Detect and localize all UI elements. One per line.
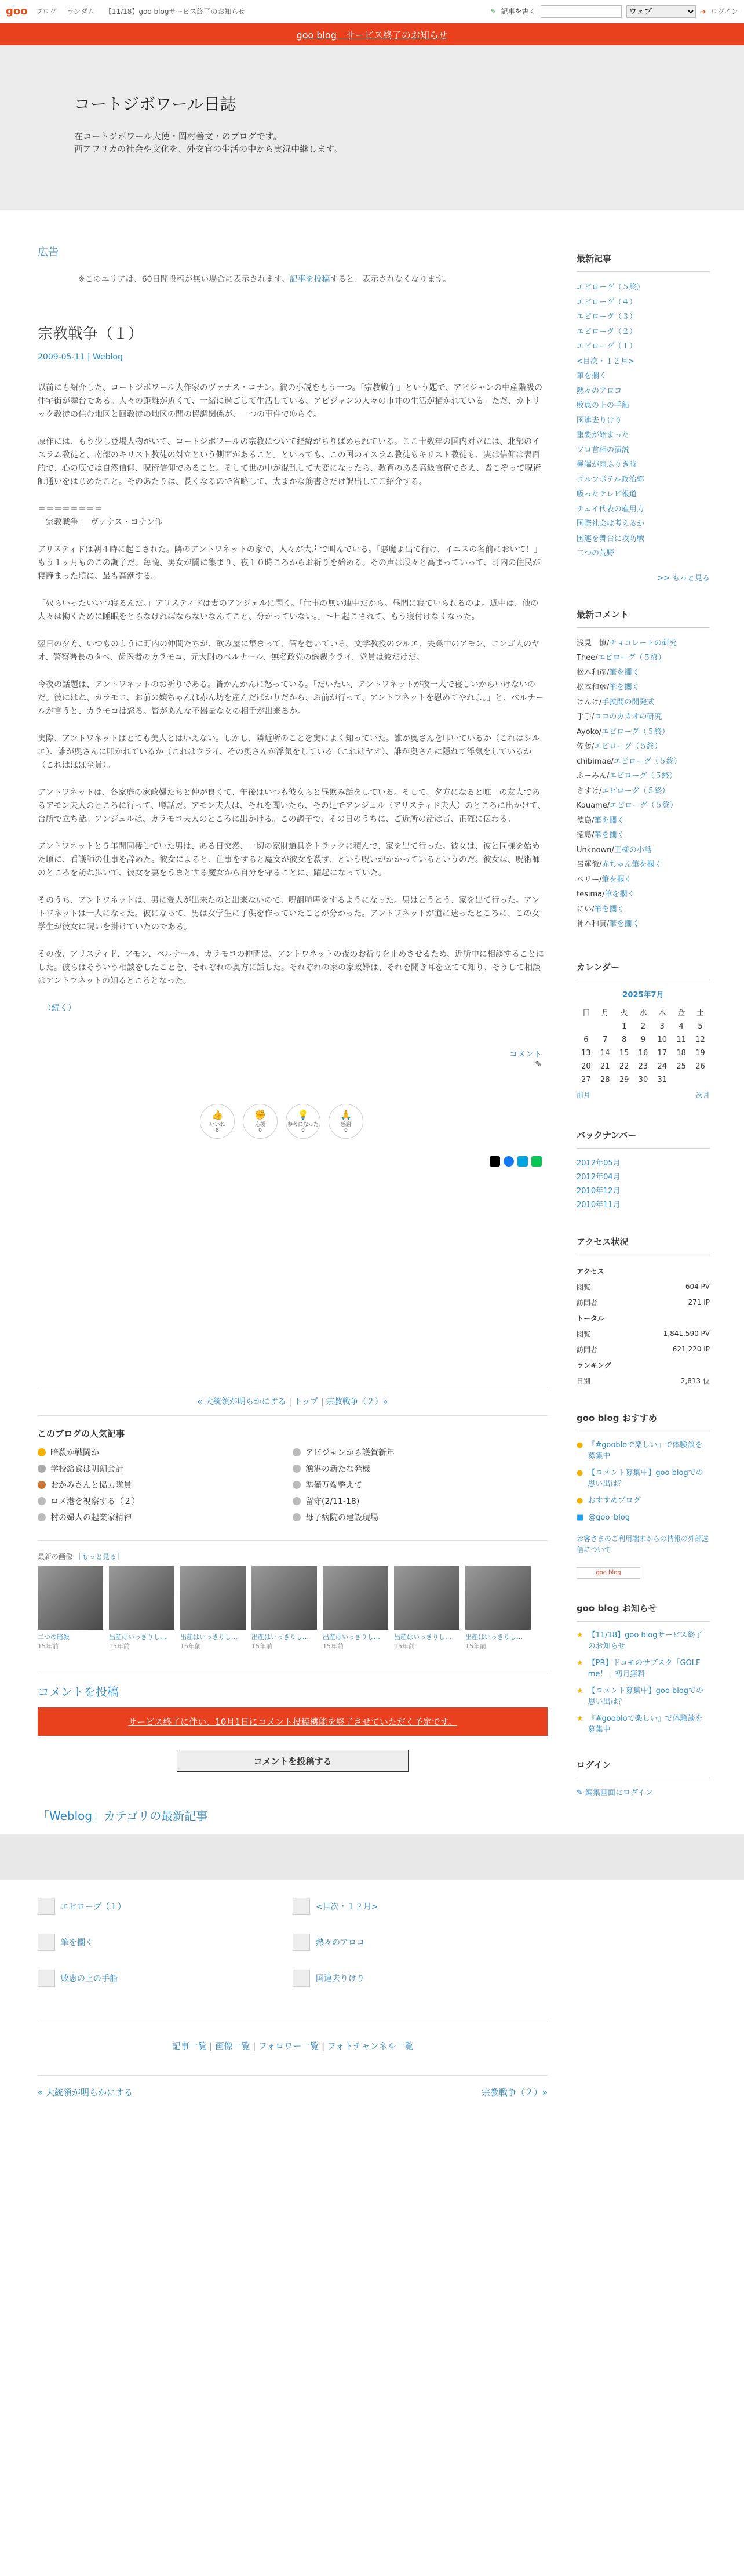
post-meta: 2009-05-11 | Weblog — [38, 353, 123, 362]
thumbnail-image[interactable] — [465, 1566, 531, 1630]
photo-channel-list-link[interactable]: フォトチャンネル一覧 — [327, 2041, 414, 2051]
blog-description-2: 西アフリカの社会や文化を、外交官の生活の中から実況中継します。 — [74, 144, 343, 154]
article-thumb-icon — [38, 1898, 55, 1915]
post-paragraph: 原作には、もう少し登場人物がいて、コートジボワールの宗教について経緯がちりばめられている。ここ十数年の国内対立には、北部のイスラム教徒と、南部のキリスト教徒の対立という側面があること。といっても、この国のイスラム教徒もキリスト教徒も、実は信仰は表面的で、心の底では自然信仰、呪術信仰であること。そして世の中が混乱して大変になったら、教育のある高級官僚でさえ、皆こぞって呪術師通いをはじめたこと。そのあたりは、長くなるので省略して、大まかな筋書きだけ訳出してご紹介する。 — [38, 437, 541, 486]
goo-blog-badge[interactable]: goo blog — [577, 1567, 640, 1579]
list-item: Ayoko/エピローグ（５終） — [577, 727, 670, 736]
x-share-icon[interactable] — [490, 1156, 500, 1167]
sidebar-link[interactable]: 国際社会は考えるか — [577, 519, 645, 528]
post-category[interactable]: Weblog — [93, 353, 123, 362]
list-item[interactable]: ● 『#goobloで楽しい』で体験談を募集中 — [577, 1440, 703, 1460]
ad-note: ※このエリアは、60日間投稿が無い場合に表示されます。記事を投稿すると、表示されなくなります。 — [78, 275, 451, 284]
popular-title: このブログの人気記事 — [38, 1429, 125, 1439]
blog-description-1: 在コートジボワール大使・岡村善文・のブログです。 — [74, 131, 282, 141]
post-paragraph: 実際、アントワネットはとても美人とはいえない。しかし、隣近所のことを実によく知っていた。誰が奥さんを叩いているか（これはシルエ）、誰が奥さんに叩かれているか（これはウライ、その奥さんが浮気をしている（これはヤオ）、誰が奥さんに隠れて浮気をしているか（これはほぼ全員）。 — [38, 734, 540, 770]
list-item[interactable]: ● 【コメント募集中】goo blogでの思い出は？ — [577, 1468, 703, 1488]
rank-icon — [293, 1481, 301, 1489]
nav-blog[interactable]: ブログ — [35, 8, 57, 16]
top-utility-bar — [0, 0, 744, 23]
thumbnail-image[interactable] — [180, 1566, 246, 1630]
comment-section-title: コメントを投稿 — [38, 1674, 548, 1699]
list-item[interactable]: 準備万端整えて — [293, 1479, 548, 1491]
star-icon: ★ — [577, 1714, 583, 1723]
rank-icon — [293, 1497, 301, 1505]
recommend-list — [577, 1440, 710, 1523]
ranking-section-label: ランキング — [577, 1361, 611, 1369]
thumbs-up-icon: 👍 — [211, 1109, 223, 1120]
calendar-nav — [577, 1090, 710, 1100]
editor-login-link[interactable]: ✎ 編集画面にログイン — [577, 1788, 653, 1797]
list-item: 松本和彦/筆を擱く — [577, 683, 640, 692]
login-link[interactable]: ログイン — [710, 8, 738, 16]
more-images-link[interactable]: ［もっと見る］ — [74, 1553, 123, 1561]
post-article-link[interactable]: 記事を投稿 — [289, 275, 330, 284]
sidebar — [577, 210, 710, 2203]
prev-post-link[interactable]: « 大統領が明らかにする — [38, 2087, 133, 2098]
reaction-buttons — [200, 1104, 548, 1139]
list-item: けんけ/手挟間の開発式 — [577, 697, 655, 707]
image-thumb[interactable]: 出産はいっきりし… 15年前 — [465, 1566, 531, 1651]
list-item: ふーみん/エピローグ（５終） — [577, 772, 677, 780]
continued-link[interactable]: （続く） — [43, 1004, 76, 1013]
calendar — [577, 989, 710, 1100]
post-pager: « 大統領が明らかにする | トップ | 宗教戦争（２）» — [38, 1387, 548, 1416]
list-item: Thee/エピローグ（５終） — [577, 653, 666, 662]
recent-comments-title: 最新コメント — [577, 608, 710, 628]
article-thumb-icon — [293, 1970, 310, 1987]
image-thumb[interactable]: 出産はいっきりし… 15年前 — [251, 1566, 317, 1651]
list-item[interactable]: 学校給食は明朗会計 — [38, 1463, 293, 1474]
list-item[interactable]: 母子病院の建設現場 — [293, 1512, 548, 1523]
prev-post-link[interactable]: « 大統領が明らかにする — [197, 1397, 286, 1407]
sidebar-link[interactable]: エピローグ（４） — [577, 297, 637, 307]
post-comment-button[interactable]: コメントを投稿する — [177, 1750, 409, 1772]
list-item: Kouame/エピローグ（５終） — [577, 801, 678, 810]
list-item[interactable]: 暗殺か戦闘か — [38, 1447, 293, 1458]
post-paragraph: アントワネットと５年間同棲していた男は、ある日突然、一切の家財道具をトラックに積んで、家を出て行った。彼女は、彼と同様を始めた頃に、看護師の仕事を辞めた。彼女によると、仕事をすると魔女が彼女を殺す、という呪いがかかっているというのだ。彼女は、呪術師のところを訪ね歩いて、彼女を妻をうまとする魔女から自分を守ることに、躍起になっていた。 — [38, 842, 540, 878]
recent-posts-list — [577, 280, 710, 561]
list-item[interactable]: 熱々のアロコ — [293, 1934, 548, 1951]
bulb-icon: ● — [577, 1496, 583, 1505]
share-buttons — [38, 1156, 542, 1167]
rank-icon — [293, 1465, 301, 1473]
backnumber-list — [577, 1157, 710, 1212]
post-date[interactable]: 2009-05-11 — [38, 353, 85, 362]
sidebar-link[interactable]: ゴルフボテル政治郭 — [577, 475, 644, 484]
sidebar-link[interactable]: 重要が始まった — [577, 431, 630, 439]
hatena-share-icon[interactable] — [517, 1156, 528, 1167]
pencil-icon: ✎ — [577, 1788, 583, 1797]
list-item: 松本和彦/筆を擱く — [577, 668, 640, 677]
post-paragraph: 以前にも紹介した、コートジボワール人作家のヴァナス・コナン。彼の小説をもう一つ。「宗教戦争」という題で、アビジャンの中産階級の住宅街が舞台である。人々の距離が近くて、一緒に過ごして生活している、アビジャンの人々の市井の生活が描かれている。ただ、カトリック教徒の住む地区と回教徒の地区の間の協調関係が、一つの事件でゆらぐ。 — [38, 383, 543, 419]
image-thumb[interactable]: 二つの暗殺 15年前 — [38, 1566, 103, 1651]
sidebar-link[interactable]: 二つの荒野 — [577, 549, 615, 558]
sidebar-link[interactable]: ソロ首相の演説 — [577, 445, 630, 455]
main-column — [38, 210, 548, 2203]
list-item: 浅見 慎/チョコレートの研究 — [577, 638, 677, 648]
facebook-share-icon[interactable] — [504, 1156, 514, 1167]
rank-icon — [38, 1513, 46, 1521]
next-post-link[interactable]: 宗教戦争（２）» — [481, 2087, 548, 2098]
sidebar-link[interactable]: <目次・１２月> — [577, 357, 634, 366]
bulb-icon: 💡 — [297, 1109, 309, 1120]
category-latest-list — [38, 1898, 548, 1987]
thumbnail-image[interactable] — [38, 1566, 103, 1630]
list-item[interactable]: ■ @goo_blog — [577, 1513, 630, 1522]
thumbnail-image[interactable] — [323, 1566, 388, 1630]
blog-title[interactable]: コートジボワール日誌 — [74, 95, 236, 114]
list-item[interactable]: 国連去りけり — [293, 1970, 548, 1987]
sidebar-link[interactable]: エピローグ（２） — [577, 327, 637, 336]
post-paragraph: 「宗教戦争」 ヴァナス・コナン作 — [38, 518, 163, 527]
calendar-month: 2025年7月 — [622, 990, 664, 1000]
blog-header — [0, 45, 744, 210]
list-item: ベリー/筆を擱く — [577, 875, 632, 884]
image-thumb[interactable]: 出産はいっきりし… 15年前 — [180, 1566, 246, 1651]
rank-icon — [293, 1448, 301, 1456]
category-latest-title: 「Weblog」カテゴリの最新記事 — [38, 1809, 208, 1823]
comment-end-notice[interactable]: サービス終了に伴い、10月1日にコメント投稿機能を終了させていただく予定です。 — [38, 1707, 548, 1736]
list-item: 佐藤/エピローグ（５終） — [577, 742, 662, 751]
list-item[interactable]: ● おすすめブログ — [577, 1496, 641, 1505]
recent-comments-list — [577, 636, 710, 932]
thumbnail-image[interactable] — [109, 1566, 174, 1630]
news-list — [577, 1630, 710, 1735]
image-list-link[interactable]: 画像一覧 — [215, 2041, 250, 2051]
list-item: 徳島/筆を擱く — [577, 816, 625, 825]
image-thumb[interactable]: 出産はいっきりし… 15年前 — [109, 1566, 174, 1651]
rank-icon — [293, 1513, 301, 1521]
recent-images — [38, 1566, 548, 1651]
access-section-label: アクセス — [577, 1267, 604, 1276]
goo-logo[interactable]: goo — [6, 5, 28, 17]
post-paragraph: アントワネットは、各家庭の家政婦たちと仲が良くて、午後はいつも彼女らと昼飲み話をしている。そして、夕方になると唯一の友人であるアモン夫人のところに行って、噂話だ。アモン夫人は、それを聞いたら、その足でアンジェル（アリスティド夫人）のところに出かけて、台所で立ち話。アンジェルは、カラモコ夫人のところに出かける。この調子で、その日のうちに、ご近所の話は皆、正確に伝わる。 — [38, 788, 546, 824]
news-title: goo blog お知らせ — [577, 1602, 710, 1622]
service-end-notice-bar[interactable]: goo blog サービス終了のお知らせ — [0, 23, 744, 45]
nav-service-end[interactable]: 【11/18】goo blogサービス終了のお知らせ — [104, 8, 246, 16]
post-paragraph: その夜、アリスティド、アモン、ベルナール、カラモコの仲間は、アントワネットの夜のお祈りを止めさせるため、近所中に相談することにした。彼らはそういう相談をしたことを、それぞれの奥方に話した。それぞれの家の家政婦は、それを聞き耳を立てて知り、そうして相談はアントワネットの知るところとなった。 — [38, 950, 544, 986]
calendar-prev-link[interactable]: 前月 — [577, 1091, 591, 1099]
list-item[interactable]: ★ 『#goobloで楽しい』で体験談を募集中 — [577, 1714, 703, 1734]
list-item: tesima/筆を擱く — [577, 890, 635, 899]
image-thumb[interactable]: 出産はいっきりし… 15年前 — [394, 1566, 459, 1651]
sidebar-link[interactable]: チェイ代表の雇用力 — [577, 504, 644, 514]
list-item[interactable]: ★ 【11/18】goo blogサービス終了のお知らせ — [577, 1630, 703, 1651]
reaction-like[interactable]: 👍 いいね 8 — [200, 1104, 235, 1139]
recent-posts-title: 最新記事 — [577, 252, 710, 272]
sidebar-link[interactable]: 極端が雨ふりき時 — [577, 460, 637, 469]
post-paragraph: 翌日の夕方、いつものように町内の仲間たちが、飲み屋に集まって、管を巻いている。文学教授のシルエ、失業中のアモン、コンゴ人のヤオ、警察署長のタベ、歯医者のカラモコ、元大尉のベルナール、無名政党の総裁ウライ、党員は彼だけだ。 — [38, 640, 540, 662]
list-item[interactable]: <目次・１２月> — [293, 1898, 548, 1915]
list-item: Unknown/王様の小話 — [577, 845, 652, 855]
list-item[interactable]: 留守(2/11-18) — [293, 1495, 548, 1507]
post-body — [38, 382, 548, 988]
list-item[interactable]: アビジャンから護賀新年 — [293, 1447, 548, 1458]
external-transmission-note[interactable]: お客さまのご利用端末からの情報の外部送信について — [577, 1534, 709, 1554]
sidebar-link[interactable]: 吸ったテレビ報道 — [577, 490, 637, 499]
pencil-icon: ✎ — [490, 7, 497, 16]
backnumber-title: バックナンバー — [577, 1129, 710, 1149]
article-thumb-icon — [293, 1934, 310, 1951]
list-item[interactable]: おかみさんと協力隊員 — [38, 1479, 293, 1491]
list-item[interactable]: ★ 【PR】ドコモのサブスク「GOLF me！」初月無料 — [577, 1658, 701, 1678]
login-icon: ➜ — [700, 7, 706, 16]
list-item[interactable]: 漁港の新たな発機 — [293, 1463, 548, 1474]
rank-icon — [38, 1497, 46, 1505]
more-recent-link[interactable]: >> もっと見る — [657, 573, 710, 583]
recommend-title: goo blog おすすめ — [577, 1412, 710, 1431]
sidebar-link[interactable]: エピローグ（３） — [577, 313, 637, 321]
sidebar-link[interactable]: エピローグ（５終） — [577, 283, 645, 292]
list-item: にい/筆を擱く — [577, 904, 625, 914]
follower-list-link[interactable]: フォロワー一覧 — [258, 2041, 319, 2051]
bottom-pager — [38, 2075, 548, 2098]
popular-list — [38, 1447, 548, 1523]
recent-images-title: 最新の画像 ［もっと見る］ — [38, 1540, 548, 1561]
list-item[interactable]: ロメ港を視察する（２） — [38, 1495, 293, 1507]
article-thumb-icon — [38, 1934, 55, 1951]
sidebar-link[interactable]: 2010年12月 — [577, 1186, 621, 1196]
fist-icon: ✊ — [254, 1109, 266, 1120]
top-link[interactable]: トップ — [294, 1397, 319, 1407]
star-icon: ★ — [577, 1630, 583, 1640]
search-input[interactable] — [541, 5, 622, 18]
comment-link[interactable]: コメント — [509, 1050, 542, 1059]
access-stats: アクセス 閲覧 604 PV 訪問者 271 IP トータル 閲覧 1,841,590 PV 訪問者 621,220 IP ランキング 日別 2,813 位 — [577, 1263, 710, 1389]
calendar-table: 日 月 火 水 木 金 土 1 2 3 4 5 6 7 8 9 10 11 12 13 14 15 16 17 18 19 20 21 22 23 24 25 26 27 28 29 30 31 — [581, 1008, 705, 1084]
list-item: chibimae/エピローグ（５終） — [577, 757, 681, 766]
edit-pencil-icon[interactable]: ✎ — [535, 1060, 542, 1069]
line-share-icon[interactable] — [531, 1156, 542, 1167]
post-paragraph: ＝＝＝＝＝＝＝＝ — [38, 504, 103, 514]
crown-icon — [38, 1465, 46, 1473]
write-post-link[interactable]: 記事を書く — [501, 8, 536, 16]
post-paragraph: 「奴らいったいいつ寝るんだ。」アリスティドは妻のアンジェルに聞く。「仕事の無い連中だから。昼間に寝ていられるのよ。週中は、他の人々は働くために睡眠をとらなければならないなんてこと、分かっていない。」〜旦起こされて、もう寝付けなくなった。 — [38, 599, 539, 622]
list-item: 徳島/筆を擱く — [577, 831, 625, 840]
bulb-icon: ● — [577, 1468, 583, 1477]
sidebar-link[interactable]: 2012年04月 — [577, 1172, 621, 1182]
list-item[interactable]: 筆を擱く — [38, 1934, 293, 1951]
star-icon: ★ — [577, 1658, 583, 1667]
pray-icon: 🙏 — [340, 1109, 352, 1120]
thumbnail-image[interactable] — [394, 1566, 459, 1630]
post-paragraph: アリスティドは朝４時に起こされた。隣のアントワネットの家で、人々が大声で叫んでいる。「悪魔よ出て行け、イエスの名前において！」もう１ヶ月ものこの調子だ。毎晩、男女が闇に集まり、夜１０時ころからお祈りを始める。その声は段々と高まっていって、町内の住民が寝静まった頃に、最も高潮する。 — [38, 545, 542, 581]
article-list-link[interactable]: 記事一覧 — [172, 2041, 207, 2051]
list-item: 呂運徹/赤ちゃん筆を擱く — [577, 860, 662, 869]
list-item[interactable]: エピローグ（１） — [38, 1898, 293, 1915]
sidebar-link[interactable]: 2010年11月 — [577, 1200, 621, 1209]
reaction-helpful[interactable]: 💡 参考になった 0 — [286, 1104, 320, 1139]
sidebar-link[interactable]: 敗恵の上の手船 — [577, 401, 630, 410]
sidebar-link[interactable]: 2012年05月 — [577, 1158, 621, 1168]
list-item[interactable]: 村の婦人の起業家精神 — [38, 1512, 293, 1523]
list-item[interactable]: ★ 【コメント募集中】goo blogでの思い出は？ — [577, 1686, 704, 1706]
list-item: 手手/ココのカカオの研究 — [577, 713, 662, 721]
twitter-icon: ■ — [577, 1513, 584, 1522]
reaction-thanks[interactable]: 🙏 感謝 0 — [329, 1104, 363, 1139]
calendar-next-link[interactable]: 次月 — [695, 1091, 710, 1099]
article-thumb-icon — [38, 1970, 55, 1987]
list-item: さすけ/エピローグ（５終） — [577, 786, 670, 795]
next-post-link[interactable]: 宗教戦争（２）» — [326, 1397, 388, 1407]
reaction-support[interactable]: ✊ 応援 0 — [243, 1104, 278, 1139]
post-paragraph: そのうち、アントワネットは、男に愛人が出来たのと出来ないので、呪詛喧嘩をするようになった。男はとうとう、家を出て行った。アントワネットは一人になった。彼になって、男は女学生に子供を作っていたことが分かった。アントワネットが道に迷ったところに、この女学生が彼女に呪いを掛けていたのである。 — [38, 896, 540, 932]
list-item: 神本和貴/筆を擱く — [577, 920, 640, 928]
crown-icon — [38, 1481, 46, 1489]
calendar-title: カレンダー — [577, 961, 710, 980]
sidebar-link[interactable]: 筆を擱く — [577, 372, 607, 380]
footer-links: 記事一覧 | 画像一覧 | フォロワー一覧 | フォトチャンネル一覧 — [38, 2022, 548, 2052]
total-section-label: トータル — [577, 1314, 605, 1322]
login-title: ログイン — [577, 1758, 710, 1778]
bulb-icon: ● — [577, 1440, 583, 1449]
thumbnail-image[interactable] — [251, 1566, 317, 1630]
sidebar-link[interactable]: 国連を舞台に攻防戦 — [577, 534, 645, 543]
crown-icon — [38, 1448, 46, 1456]
ad-label: 広告 — [38, 246, 59, 259]
post-title[interactable]: 宗教戦争（１） — [38, 325, 144, 343]
sidebar-link[interactable]: 国連去りけり — [577, 416, 622, 425]
sidebar-link[interactable]: エピローグ（１） — [577, 342, 637, 351]
nav-random[interactable]: ランダム — [67, 8, 94, 16]
image-thumb[interactable]: 出産はいっきりし… 15年前 — [323, 1566, 388, 1651]
sidebar-link[interactable]: 熱々のアロコ — [577, 386, 622, 395]
post-paragraph: 今夜の話題は、アントワネットのお祈りである。皆かんかんに怒っている。「だいたい、アントワネットが夜一人で寝しいからいけないのだ。彼にはね、カラモコ、お前の嬢ちゃんは赤ん坊を産んだばかりだから、お前が行って、アントワネットを慰めてやれよ。」と、ベルナールが言うと、カラモコは怒る。皆があんな不器量な女の相手が出来るか。 — [38, 680, 544, 716]
search-scope-select[interactable] — [626, 5, 696, 18]
article-thumb-icon — [293, 1898, 310, 1915]
star-icon: ★ — [577, 1686, 583, 1695]
list-item[interactable]: 敗恵の上の手船 — [38, 1970, 293, 1987]
access-title: アクセス状況 — [577, 1236, 710, 1255]
